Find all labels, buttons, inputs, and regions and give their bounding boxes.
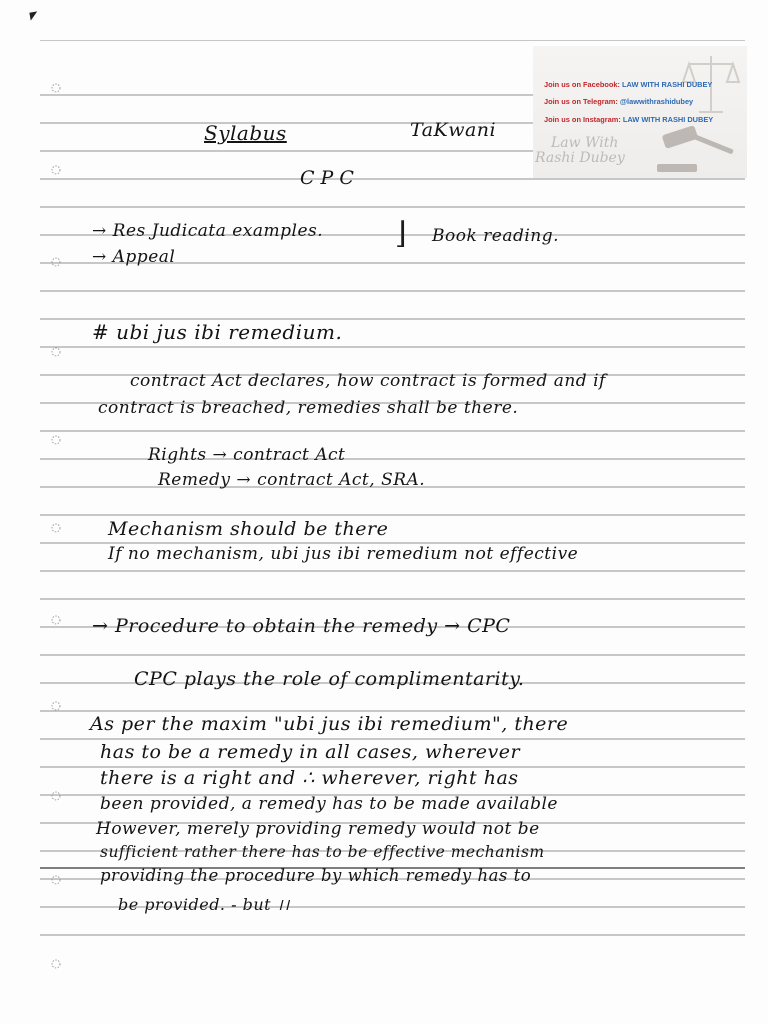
line-contract-1: contract Act declares, how contract is formed and if bbox=[130, 371, 606, 391]
binder-holes bbox=[46, 0, 66, 1024]
line-appeal: → Appeal bbox=[92, 247, 176, 267]
line-maxim-heading: # ubi jus ibi remedium. bbox=[92, 320, 343, 344]
instagram-value: LAW WITH RASHI DUBEY bbox=[622, 115, 714, 124]
line-remedy: Remedy → contract Act, SRA. bbox=[158, 470, 426, 490]
line-res-judicata: → Res Judicata examples. bbox=[92, 221, 324, 241]
telegram-line bbox=[544, 97, 693, 106]
instagram-label: Join us on Instagram: bbox=[544, 115, 621, 124]
line-book-reading: Book reading. bbox=[432, 226, 560, 246]
facebook-label: Join us on Facebook: bbox=[544, 80, 620, 89]
paragraph-line-4: been provided, a remedy has to be made available bbox=[100, 794, 558, 814]
line-cpc-role: CPC plays the role of complimentarity. bbox=[134, 668, 525, 690]
line-contract-2: contract is breached, remedies shall be there. bbox=[98, 398, 519, 418]
paragraph-line-1: As per the maxim "ubi jus ibi remedium", there bbox=[90, 713, 569, 735]
brand-line-1: Law With bbox=[551, 135, 619, 151]
paragraph-line-2: has to be a remedy in all cases, wherever bbox=[100, 741, 521, 763]
heading-subject: CPC bbox=[300, 167, 360, 189]
paragraph-line-3: there is a right and ∴ wherever, right has bbox=[100, 767, 519, 789]
facebook-value: LAW WITH RASHI DUBEY bbox=[622, 80, 713, 89]
brace-mark: ⌋ bbox=[395, 216, 408, 251]
watermark-banner bbox=[533, 46, 747, 178]
line-mechanism-2: If no mechanism, ubi jus ibi remedium not effective bbox=[108, 544, 579, 564]
line-mechanism-1: Mechanism should be there bbox=[108, 518, 389, 540]
corner-mark bbox=[29, 11, 38, 20]
line-rights: Rights → contract Act bbox=[148, 445, 346, 465]
heading-author: TaKwani bbox=[410, 119, 497, 141]
ruled-lines bbox=[40, 40, 745, 980]
brand-logo-text bbox=[535, 136, 625, 166]
gavel-icon bbox=[653, 124, 743, 176]
paragraph-line-7: providing the procedure by which remedy has to bbox=[100, 866, 532, 885]
line-procedure: → Procedure to obtain the remedy → CPC bbox=[92, 615, 511, 637]
brand-line-2: Rashi Dubey bbox=[535, 150, 625, 166]
facebook-line bbox=[544, 80, 712, 89]
paragraph-line-6: sufficient rather there has to be effective mechanism bbox=[100, 843, 545, 861]
paragraph-line-5: However, merely providing remedy would not be bbox=[96, 819, 540, 839]
instagram-line bbox=[544, 115, 713, 124]
paragraph-line-8: be provided. - but ।। bbox=[118, 895, 290, 914]
heading-syllabus: Sylabus bbox=[204, 121, 287, 145]
telegram-label: Join us on Telegram: bbox=[544, 97, 618, 106]
telegram-value: @lawwithrashidubey bbox=[619, 97, 694, 106]
